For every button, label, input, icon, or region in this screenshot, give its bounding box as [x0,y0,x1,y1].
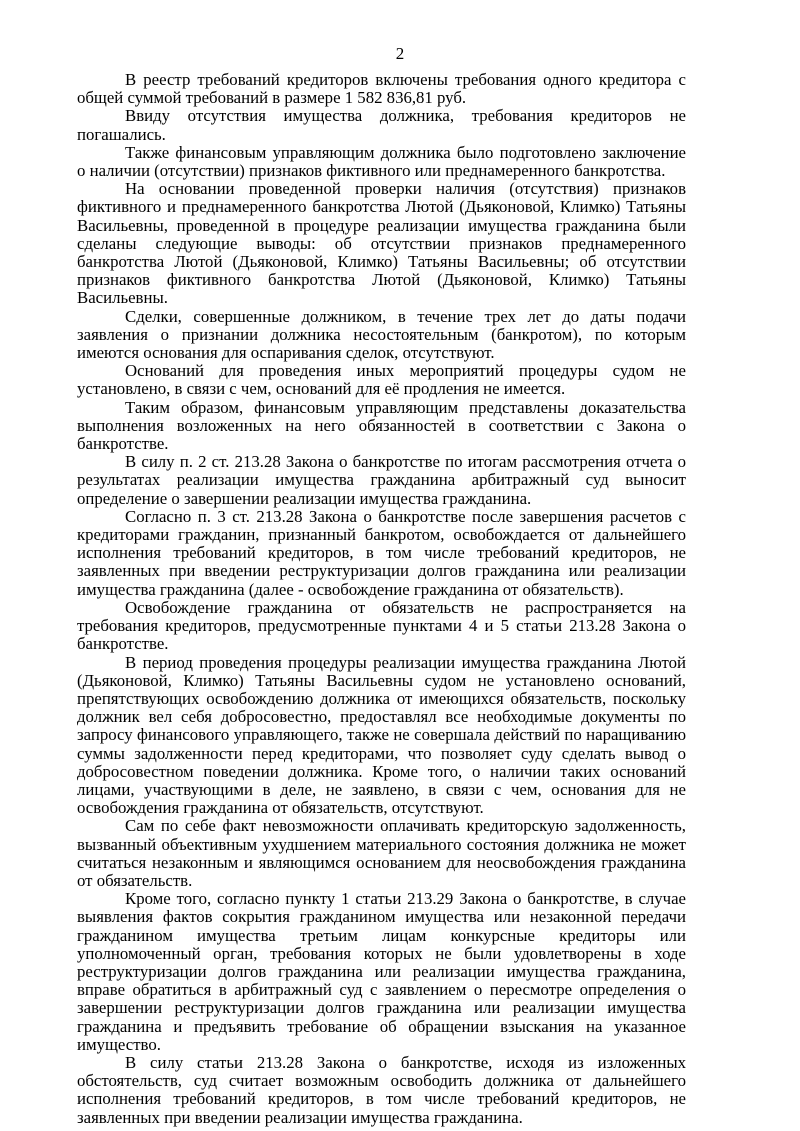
paragraph: На основании проведенной проверки наличия (отсутствия) признаков фиктивного и преднамеренного банкротства Лютой (Дьяконовой, Климко) Татьяны Васильевны, проведенной в процедуре реализации имущества гражданина были сделаны следующие выводы: об отсутствии признаков преднамеренного банкротства Лютой (Дьяконовой, Климко) Татьяны Васильевны; об отсутствии признаков фиктивного банкротства Лютой (Дьяконовой, Климко) Татьяны Васильевны. [77,179,686,308]
paragraph: Освобождение гражданина от обязательств не распространяется на требования кредиторов, предусмотренные пунктами 4 и 5 статьи 213.28 Закона о банкротстве. [77,597,686,654]
paragraph: Сам по себе факт невозможности оплачивать кредиторскую задолженность, вызванный объективным ухудшением материального состояния должника не может считаться незаконным и являющимся основанием для неосвобождения гражданина от обязательств. [77,816,686,890]
page-number: 2 [395,44,405,63]
paragraph: Таким образом, финансовым управляющим представлены доказательства выполнения возложенных на него обязанностей в соответствии с Закона о банкротстве. [77,397,686,454]
paragraph: Кроме того, согласно пункту 1 статьи 213.29 Закона о банкротстве, в случае выявления фактов сокрытия гражданином имущества или незаконной передачи гражданином имущества третьим лицам конкурсные кредиторы или уполномоченный орган, требования которых не были удовлетворены в ходе реструктуризации долгов гражданина или реализации имущества гражданина, вправе обратиться в арбитражный суд с заявлением о пересмотре определения о завершении реструктуризации долгов гражданина или реализации имущества гражданина и предъявить требование об обращении взыскания на указанное имущество. [77,889,686,1054]
paragraph: В период проведения процедуры реализации имущества гражданина Лютой (Дьяконовой, Климко) Татьяны Васильевны судом не установлено оснований, препятствующих освобождению должника от имеющихся обязательств, поскольку должник вел себя добросовестно, предоставлял все необходимые документы по запросу финансового управляющего, также не совершала действий по наращиванию суммы задолженности перед кредиторами, что позволяет суду сделать вывод о добросовестном поведении должника. Кроме того, о наличии таких оснований лицами, участвующими в деле, не заявлено, в связи с чем, основания для не освобождения гражданина от обязательств, отсутствуют. [77,652,686,818]
paragraph: В реестр требований кредиторов включены требования одного кредитора с общей суммой требований в размере 1 582 836,81 руб. [77,70,686,108]
paragraph: Ввиду отсутствия имущества должника, требования кредиторов не погашались. [77,106,686,144]
paragraph: В силу п. 2 ст. 213.28 Закона о банкротстве по итогам рассмотрения отчета о результатах реализации имущества гражданина арбитражный суд выносит определение о завершении реализации имущества гражданина. [77,452,686,508]
paragraph: В силу статьи 213.28 Закона о банкротстве, исходя из изложенных обстоятельств, суд считает возможным освободить должника от дальнейшего исполнения требований кредиторов, в том числе требований кредиторов, не заявленных при введении реализации имущества гражданина. [77,1052,686,1127]
paragraph: Оснований для проведения иных мероприятий процедуры судом не установлено, в связи с чем, оснований для её продления не имеется. [77,361,686,399]
paragraph: Сделки, совершенные должником, в течение трех лет до даты подачи заявления о признании должника несостоятельным (банкротом), по которым имеются основания для оспаривания сделок, отсутствуют. [77,306,686,363]
paragraph: Согласно п. 3 ст. 213.28 Закона о банкротстве после завершения расчетов с кредиторами гражданин, признанный банкротом, освобождается от дальнейшего исполнения требований кредиторов, в том числе требований кредиторов, не заявленных при введении реструктуризации долгов гражданина или реализации имущества гражданина (далее - освобождение гражданина от обязательств). [77,506,686,599]
paragraph: Также финансовым управляющим должника было подготовлено заключение о наличии (отсутствии) признаков фиктивного или преднамеренного банкротства. [77,142,686,181]
document-body [77,71,686,1127]
